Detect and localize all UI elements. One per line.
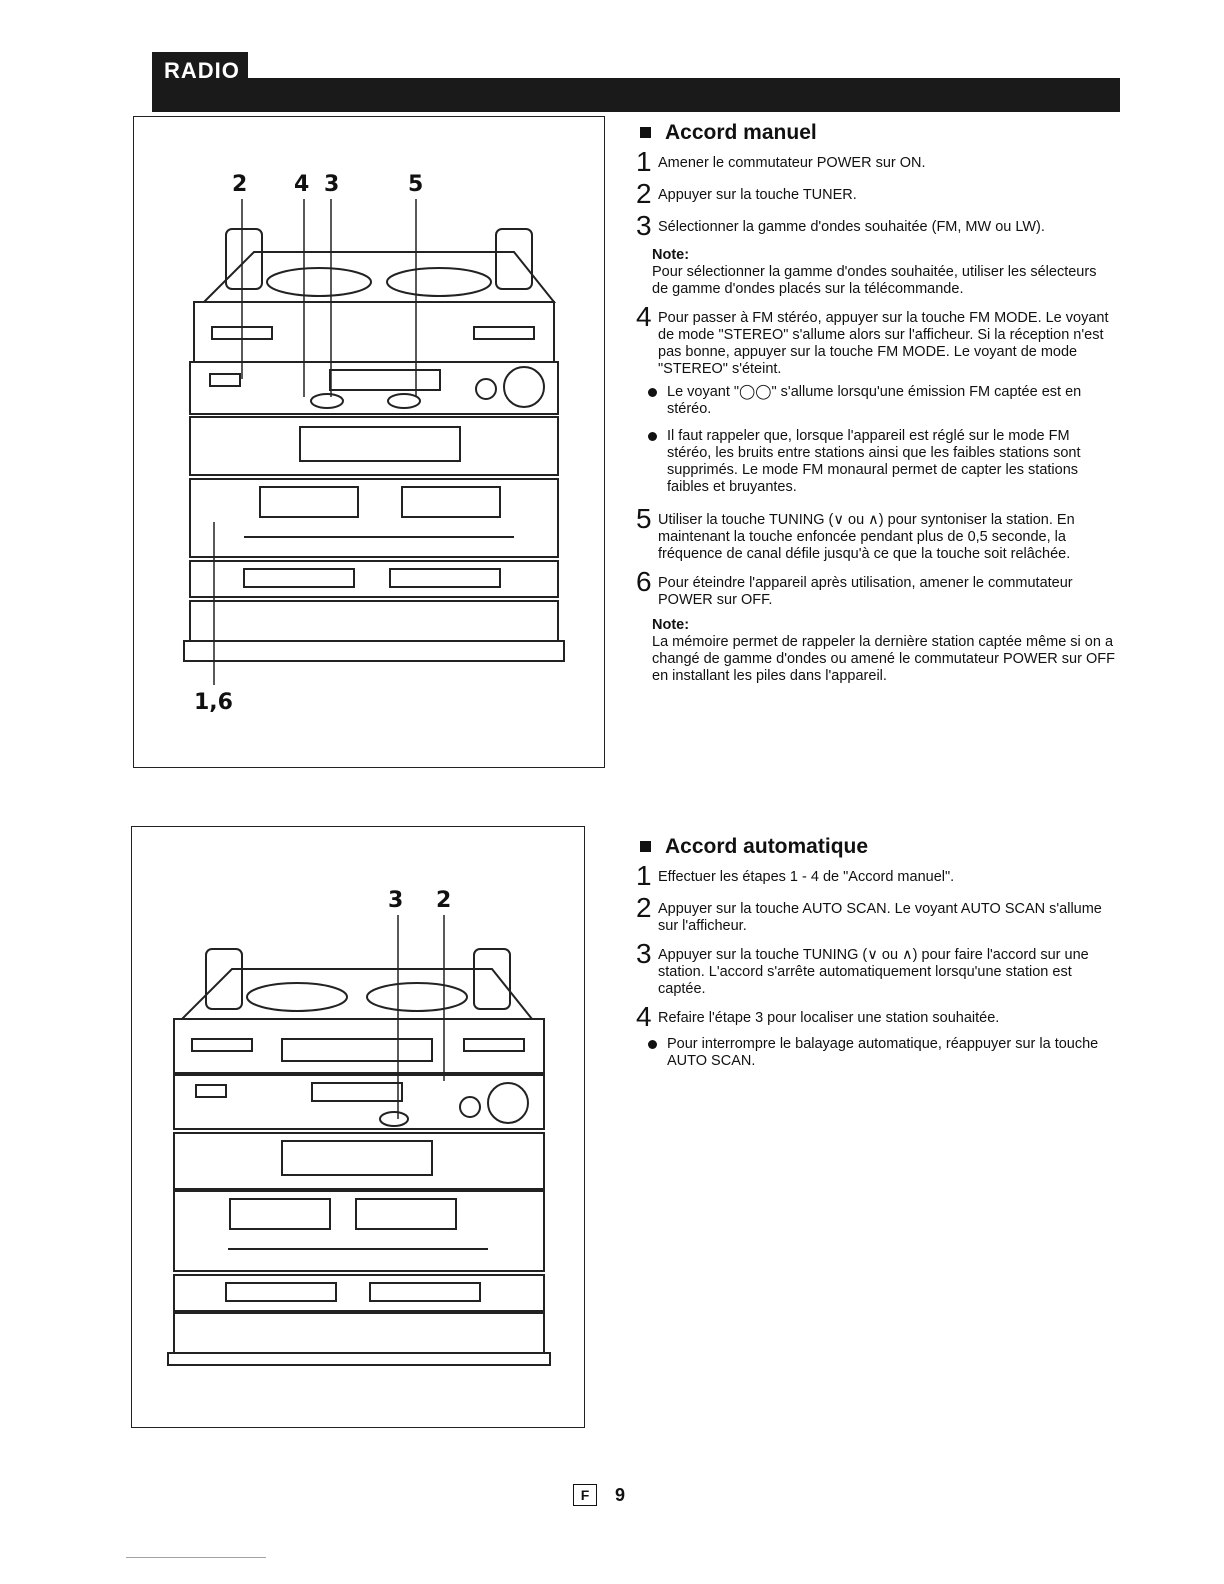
bottom-rule <box>126 1557 266 1558</box>
bullet-dot-icon <box>648 432 657 441</box>
section-title: RADIO <box>164 58 240 83</box>
section-manual-tuning <box>636 121 1116 691</box>
bullet-noise: Il faut rappeler que, lorsque l'appareil est réglé sur le mode FM stéréo, les bruits entre stations ainsi que les faibles stations sont supprimés. Le mode FM monaural permet de capter les stations faibles et bruyantes. <box>648 428 1116 496</box>
square-bullet-icon <box>640 127 651 138</box>
callout-1-6: 1,6 <box>194 690 233 715</box>
note-text: La mémoire permet de rappeler la dernière station captée même si on a changé de gamme d'ondes ou amené le commutateur POWER sur OFF en installant les piles dans l'appareil. <box>652 634 1115 684</box>
section-header <box>152 52 1120 112</box>
section-title-manual: Accord manuel <box>640 124 1116 141</box>
step-2: 2 Appuyer sur la touche TUNER. <box>636 178 857 209</box>
note-text: Pour sélectionner la gamme d'ondes souhaitée, utiliser les sélecteurs de gamme d'ondes placés sur la télécommande. <box>652 264 1097 297</box>
callout-3: 3 <box>388 888 404 913</box>
callout-2: 2 <box>232 172 248 197</box>
step-1: 1 Amener le commutateur POWER sur ON. <box>636 146 926 177</box>
section-title-auto: Accord automatique <box>640 838 1116 855</box>
step-1: 1 Effectuer les étapes 1 - 4 de "Accord manuel". <box>636 860 955 891</box>
section-auto-tuning <box>636 835 1116 1080</box>
language-badge: F <box>573 1484 597 1506</box>
step-3: 3 Sélectionner la gamme d'ondes souhaitée (FM, MW ou LW). <box>636 210 1045 241</box>
stereo-illustration-1 <box>134 117 604 767</box>
bullet-dot-icon <box>648 1040 657 1049</box>
step-6: 6 Pour éteindre l'appareil après utilisation, amener le commutateur POWER sur OFF. <box>636 566 1073 608</box>
step-4: 4 Refaire l'étape 3 pour localiser une station souhaitée. <box>636 1001 1000 1032</box>
callout-4: 4 <box>294 172 310 197</box>
callout-2: 2 <box>436 888 452 913</box>
step-3: 3 Appuyer sur la touche TUNING (∨ ou ∧) pour faire l'accord sur une station. L'accord s'arrête automatiquement lorsqu'une station est captée. <box>636 938 1089 997</box>
callout-5: 5 <box>408 172 424 197</box>
page-footer <box>573 1484 625 1506</box>
step-4: 4 Pour passer à FM stéréo, appuyer sur la touche FM MODE. Le voyant de mode "STEREO" s'allume alors sur l'afficheur. Si la réception n'est pas bonne, appuyer sur la touche FM MODE. Le voyant de mode "STEREO" s'éteint. <box>636 301 1109 377</box>
bullet-interrupt-scan: Pour interrompre le balayage automatique, réappuyer sur la touche AUTO SCAN. <box>648 1036 1116 1070</box>
square-bullet-icon <box>640 841 651 852</box>
note-title: Note: <box>652 617 690 633</box>
stereo-illustration-2 <box>132 827 584 1427</box>
bullet-dot-icon <box>648 388 657 397</box>
note-title: Note: <box>652 247 690 263</box>
callout-3: 3 <box>324 172 340 197</box>
header-band <box>152 78 1120 112</box>
step-5: 5 Utiliser la touche TUNING (∨ ou ∧) pour syntoniser la station. En maintenant la touche enfoncée pendant plus de 0,5 seconde, la fréquence de canal défile jusqu'à ce que la touche soit relâchée. <box>636 503 1075 562</box>
figure-stereo-manual <box>133 116 605 768</box>
step-2: 2 Appuyer sur la touche AUTO SCAN. Le voyant AUTO SCAN s'allume sur l'afficheur. <box>636 892 1102 934</box>
page-number: 9 <box>615 1484 626 1505</box>
bullet-stereo-indicator: Le voyant "◯◯" s'allume lorsqu'une émission FM captée est en stéréo. <box>648 384 1116 418</box>
figure-stereo-auto <box>131 826 585 1428</box>
